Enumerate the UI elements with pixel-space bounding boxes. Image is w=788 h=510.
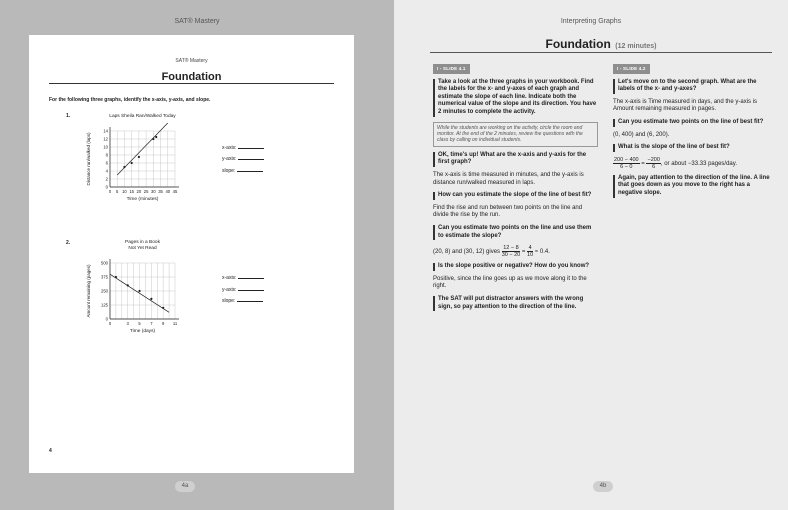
sheet-page-number: 4 xyxy=(49,448,52,454)
col1-question-3: Can you estimate two points on the line and use them to estimate the slope? xyxy=(433,225,598,240)
graph1-chart xyxy=(83,111,193,209)
slide-tag-4-2: I - SLIDE 4.2 xyxy=(613,64,650,74)
x-tick-label: 3 xyxy=(126,321,129,326)
col1-intro: Take a look at the three graphs in your workbook. Find the labels for the x- and y-axes of each graph and estimate the slope of each line. Indicate both the numerical value of the slope and its direction. You have 2 minutes to complete the activity. xyxy=(433,79,598,117)
teacher-column-2 xyxy=(613,64,773,203)
chart-title: Laps Sheila Ran/Walked Today xyxy=(109,114,176,119)
x-tick-label: 20 xyxy=(136,189,142,194)
y-axis-label: Distance ran/walked (laps) xyxy=(86,132,91,186)
graph1-number: 1. xyxy=(66,113,71,119)
data-point xyxy=(138,290,140,292)
sheet-header: SAT® Mastery xyxy=(175,58,208,64)
data-point xyxy=(152,138,154,140)
x-tick-label: 30 xyxy=(150,189,156,194)
right-title-duration: (12 minutes) xyxy=(615,43,657,50)
x-tick-label: 35 xyxy=(158,189,163,194)
y-tick-label: 0 xyxy=(105,184,108,190)
col2-question-4: Again, pay attention to the direction of the line. A line that goes down as you move to the right has a negative slope. xyxy=(613,175,773,198)
col1-question-5: The SAT will put distractor answers with the wrong sign, so pay attention to the direction of the line. xyxy=(433,296,598,311)
x-tick-label: 25 xyxy=(143,189,149,194)
col2-answer-3: $\frac{200 - 400}{6 - 0}$ = $\frac{-200}{6}$, or about −33.33 pages/day. xyxy=(614,156,737,170)
teacher-column-1 xyxy=(433,64,598,316)
graph1-yaxis-answer: y-axis: xyxy=(222,156,264,162)
x-tick-label: 7 xyxy=(150,321,153,326)
x-tick-label: 11 xyxy=(172,321,178,326)
col2-question-3: What is the slope of the line of best fit? xyxy=(613,144,773,152)
y-tick-label: 250 xyxy=(101,288,108,294)
right-running-header: Interpreting Graphs xyxy=(560,18,622,25)
x-tick-label: 10 xyxy=(122,189,127,194)
x-tick-label: 5 xyxy=(116,189,119,194)
data-point xyxy=(150,298,152,300)
col1-answer-4: Positive, since the line goes up as we move along it to the right. xyxy=(433,275,587,290)
col1-teacher-note: While the students are working on the activity, circle the room and monitor. At the end of the 2 minutes, review the questions with the class by calling on individual students. xyxy=(433,122,598,147)
x-tick-label: 0 xyxy=(108,189,112,194)
y-tick-label: 14 xyxy=(103,128,108,134)
col1-question-4: Is the slope positive or negative? How do you know? xyxy=(433,263,598,271)
col1-answer-2: Find the rise and run between two points on the line and divide the rise by the run. xyxy=(433,204,583,219)
x-tick-label: 45 xyxy=(172,189,178,194)
title-rule-top xyxy=(49,83,334,84)
y-tick-label: 500 xyxy=(101,260,108,266)
x-tick-label: 15 xyxy=(129,189,135,194)
left-running-header: SAT® Mastery xyxy=(174,18,220,25)
x-axis-label: Time (days) xyxy=(129,329,156,334)
y-tick-label: 2 xyxy=(105,176,108,182)
left-footer-page: 4a xyxy=(175,481,195,492)
x-axis-label: Time (minutes) xyxy=(126,197,159,202)
right-title-rule xyxy=(430,52,772,53)
right-title: Foundation xyxy=(545,37,611,51)
y-axis-label: Amount remaining (pages) xyxy=(86,264,91,318)
col2-question-2: Can you estimate two points on the line of best fit? xyxy=(613,119,773,127)
graph2-chart xyxy=(83,237,193,341)
instruction-text: For the following three graphs, identify the x-axis, y-axis, and slope. xyxy=(49,97,211,103)
y-tick-label: 12 xyxy=(103,136,108,142)
chart-subtitle: Not Yet Read xyxy=(128,246,157,251)
col1-question-1: OK, time's up! What are the x-axis and y-axis for the first graph? xyxy=(433,152,598,167)
y-tick-label: 6 xyxy=(105,160,108,166)
right-footer-page: 4b xyxy=(593,481,613,492)
slide-tag-4-1: I - SLIDE 4.1 xyxy=(433,64,470,74)
graph2-yaxis-answer: y-axis: xyxy=(222,287,264,293)
graph2-slope-answer: slope: xyxy=(222,298,263,304)
x-tick-label: 40 xyxy=(165,189,171,194)
y-tick-label: 10 xyxy=(103,144,108,150)
sheet-title: Foundation xyxy=(161,71,222,83)
x-tick-label: 0 xyxy=(108,321,112,326)
data-point xyxy=(127,284,129,286)
data-point xyxy=(162,307,164,309)
y-tick-label: 0 xyxy=(105,316,108,322)
graph2-number: 2. xyxy=(66,240,71,246)
right-title-block xyxy=(430,35,772,53)
x-tick-label: 9 xyxy=(162,321,165,326)
x-tick-label: 5 xyxy=(138,321,141,326)
col1-answer-3: (20, 8) and (30, 12) gives $\frac{12 - 8}{30 - 20}$ = $\frac{4}{10} \approx 0.4$. xyxy=(433,245,550,259)
y-tick-label: 375 xyxy=(101,274,108,280)
data-point xyxy=(131,162,133,164)
col2-answer-1: The x-axis is Time measured in days, and the y-axis is Amount remaining measured in pages. xyxy=(613,98,758,113)
data-point xyxy=(123,166,125,168)
graph1-slope-answer: slope: xyxy=(222,168,263,174)
workbook-sheet xyxy=(29,35,354,473)
col1-answer-1: The x-axis is time measured in minutes, and the y-axis is distance run/walked measured in laps. xyxy=(433,171,584,186)
graph2-xaxis-answer: x-axis: xyxy=(222,275,264,281)
col1-question-2: How can you estimate the slope of the line of best fit? xyxy=(433,192,598,200)
col2-question-1: Let's move on to the second graph. What are the labels of the x- and y-axes? xyxy=(613,79,773,94)
col2-answer-2: (0, 400) and (6, 200). xyxy=(613,131,670,138)
y-tick-label: 8 xyxy=(105,152,108,158)
data-point xyxy=(115,276,117,278)
chart-title: Pages in a Book xyxy=(125,240,160,245)
graph1-xaxis-answer: x-axis: xyxy=(222,145,264,151)
data-point xyxy=(138,156,140,158)
data-point xyxy=(155,136,157,138)
y-tick-label: 4 xyxy=(105,168,108,174)
y-tick-label: 125 xyxy=(101,302,108,308)
